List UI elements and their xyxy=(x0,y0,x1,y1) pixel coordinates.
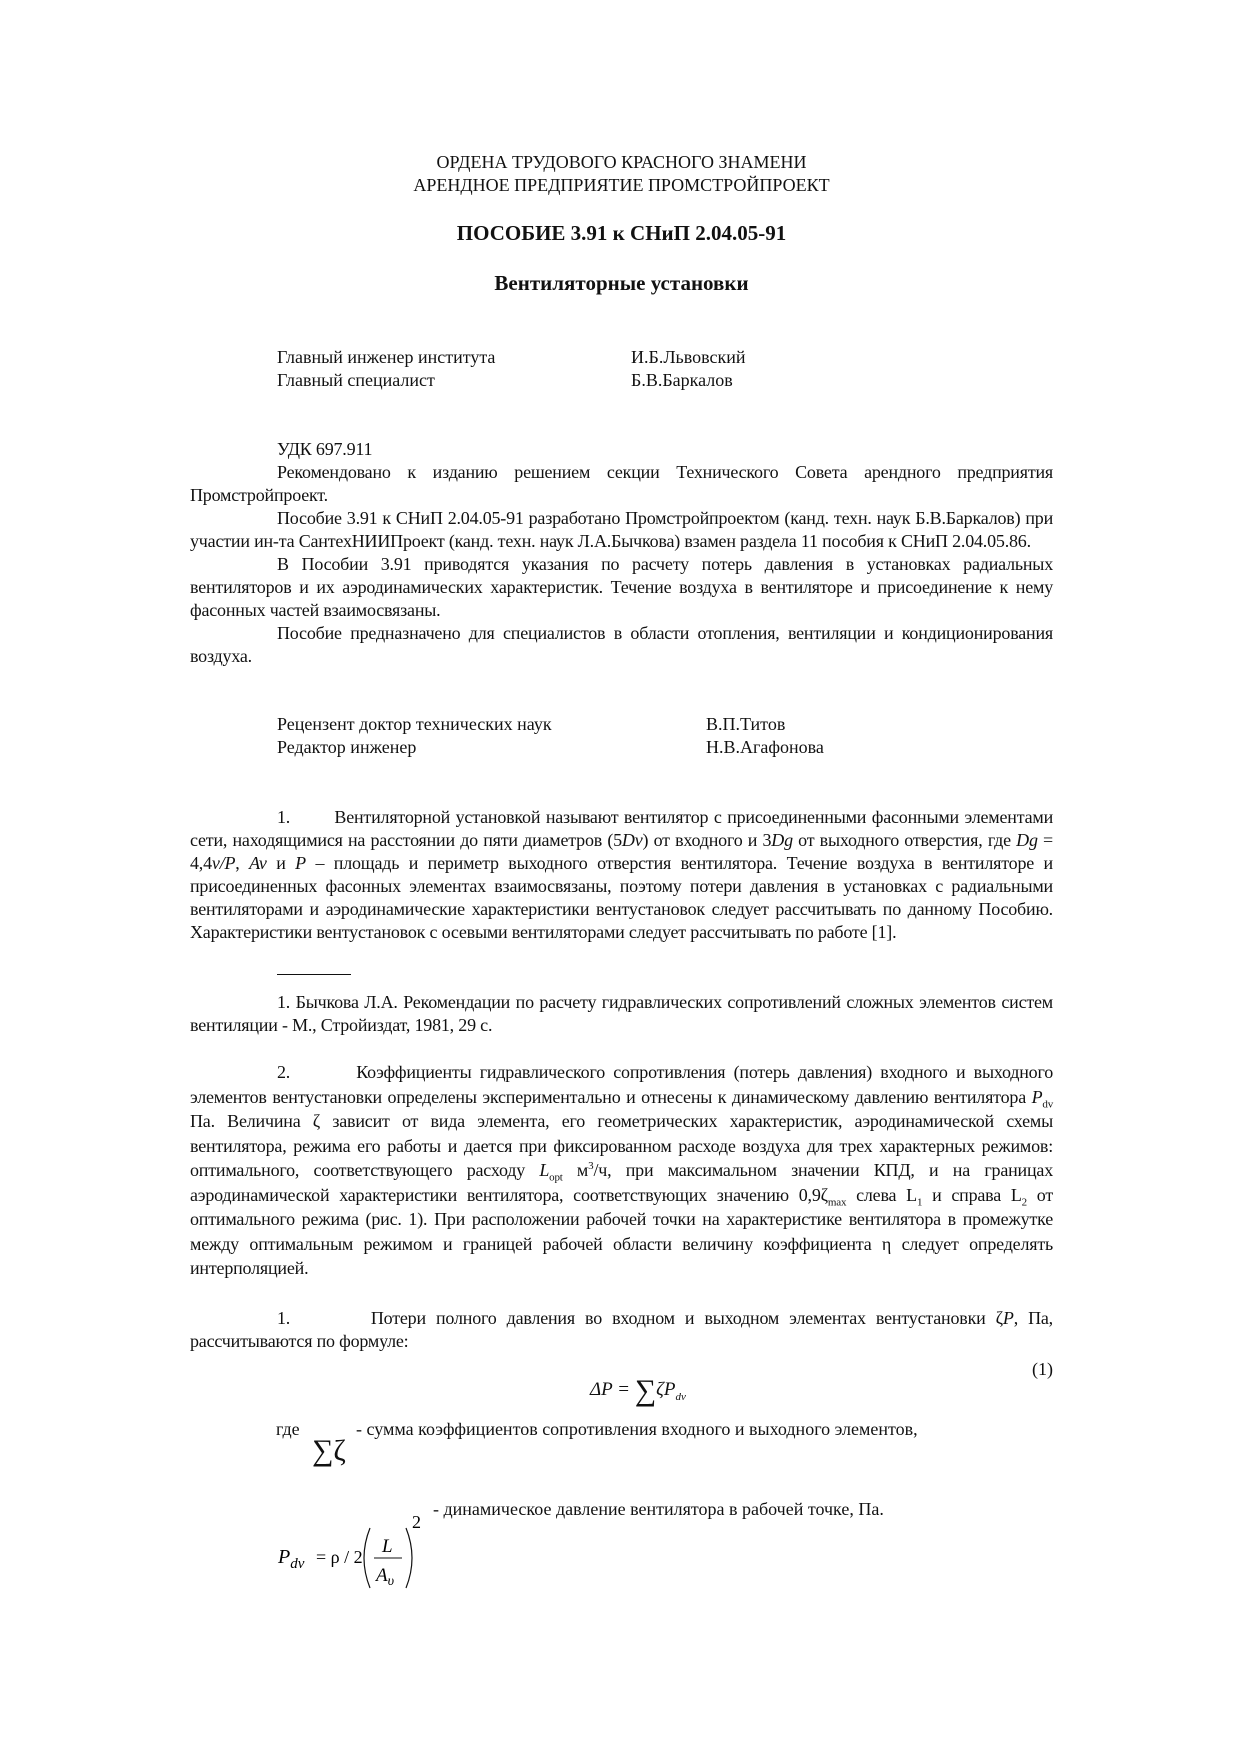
pdv-eq: = ρ / 2 xyxy=(316,1547,363,1567)
reviewer-role: Рецензент доктор технических наук xyxy=(277,714,552,734)
subscript-text: opt xyxy=(549,1171,563,1184)
intro-paragraph xyxy=(190,461,1053,507)
paragraph-text: = 4,4 xyxy=(190,830,1053,873)
item-1-paragraph xyxy=(190,1307,1053,1353)
paragraph-text: /ч, при максимальном значении КПД, и на границах аэродинамической характеристики вентилятора, соответствующих значению 0,9ζ xyxy=(190,1160,1053,1205)
organization-header xyxy=(190,151,1053,197)
paragraph-text: слева L xyxy=(846,1184,917,1205)
subscript-text: dv xyxy=(1042,1098,1053,1111)
formula-rhs-sub: dv xyxy=(675,1390,686,1403)
author-role: Главный инженер института xyxy=(277,347,496,367)
formula-rhs: ζP xyxy=(656,1379,676,1400)
formula-lhs: ΔP = xyxy=(590,1379,630,1400)
section-2-paragraph xyxy=(190,1060,1053,1281)
subscript-text: max xyxy=(827,1196,847,1209)
formula-delta-p xyxy=(590,1374,686,1407)
footnote-divider xyxy=(277,974,351,975)
author-name: И.Б.Львовский xyxy=(631,347,746,367)
paragraph-text: ) от входного и 3 xyxy=(642,830,772,850)
document-title: ПОСОБИЕ 3.91 к СНиП 2.04.05-91 xyxy=(456,221,787,245)
italic-symbol: Dg xyxy=(771,830,793,850)
paragraph-text: В Пособии 3.91 приводятся указания по расчету потерь давления в установках радиальных вентиляторов и их аэродинамических характеристик. Течение воздуха в вентиляторе и присоединение к нему фасонных частей взаимосвязаны. xyxy=(190,554,1053,620)
formula-pdv xyxy=(278,1512,438,1604)
paragraph-text: УДК 697.911 xyxy=(277,439,373,459)
italic-symbol: L xyxy=(539,1160,550,1180)
subscript-text: 1 xyxy=(916,1196,923,1209)
intro-paragraph xyxy=(190,507,1053,553)
right-paren xyxy=(406,1528,412,1588)
pdv-denominator: $A_\upsilon$ xyxy=(376,1565,395,1589)
intro-block xyxy=(190,438,1053,668)
dynamic-pressure-description: - динамическое давление вентилятора в рабочей точке, Па. xyxy=(433,1499,884,1519)
pdv-exponent: 2 xyxy=(412,1512,421,1532)
paragraph-text: 1. Потери полного давления во входном и выходном элементах вентустановки ζ xyxy=(277,1308,1003,1328)
udk-code xyxy=(190,438,1053,461)
italic-symbol: P xyxy=(1031,1086,1043,1107)
header-line-1: ОРДЕНА ТРУДОВОГО КРАСНОГО ЗНАМЕНИ xyxy=(436,152,807,172)
paragraph-text: от оптимального режима (рис. 1). При расположении рабочей точки на характеристике вентилятора в промежутке между оптимальным режимом и границей рабочей области величину коэффициента η следует определять интерполяцией. xyxy=(190,1184,1054,1278)
paragraph-text: , Па, рассчитываются по формуле: xyxy=(190,1308,1053,1351)
intro-paragraph xyxy=(190,622,1053,668)
equation-number: (1) xyxy=(1032,1359,1053,1379)
paragraph-text: Рекомендовано к изданию решением секции Технического Совета арендного предприятия Промстройпроект. xyxy=(190,462,1053,505)
italic-symbol: v/P xyxy=(211,853,236,873)
left-paren xyxy=(364,1528,370,1588)
paragraph-text: м xyxy=(562,1160,589,1180)
paragraph-text: Пособие 3.91 к СНиП 2.04.05-91 разработано Промстройпроектом (канд. техн. наук Б.В.Баркалов) при участии ин-та СантехНИИПроект (канд. техн. наук Л.А.Бычкова) взамен раздела 11 пособия к СНиП 2.04.05.86. xyxy=(190,508,1053,551)
reviewer-role: Редактор инженер xyxy=(277,737,417,757)
reviewer-name: В.П.Титов xyxy=(706,714,786,734)
supscript-text: 3 xyxy=(588,1160,594,1172)
subscript-text: 2 xyxy=(1021,1196,1027,1209)
paragraph-text: от выходного отверстия, где xyxy=(792,830,1017,850)
italic-symbol: P xyxy=(1002,1308,1014,1328)
italic-symbol: Dg xyxy=(1016,830,1038,850)
author-name: Б.В.Баркалов xyxy=(631,370,733,390)
paragraph-text: и справа L xyxy=(922,1184,1022,1205)
sigma-symbol: ∑ xyxy=(634,1374,657,1407)
paragraph-text: 1. Вентиляторной установкой называют вентилятор с присоединенными фасонными элементами сети, находящимися на расстоянии до пяти диаметров (5 xyxy=(190,807,1053,850)
pdv-formula-graphic xyxy=(278,1512,438,1598)
where-label: где xyxy=(276,1419,300,1439)
pdv-numerator: L xyxy=(382,1536,393,1557)
pdv-lhs: $P_{dv}$ xyxy=(278,1546,305,1572)
footnote: 1. Бычкова Л.А. Рекомендации по расчету гидравлических сопротивлений сложных элементов систем вентиляции - М., Стройиздат, 1981, 29 с. xyxy=(190,992,1053,1035)
reviewer-name: Н.В.Агафонова xyxy=(706,737,824,757)
sum-zeta-symbol xyxy=(312,1434,346,1467)
paragraph-text: Па. Величина ζ зависит от вида элемента, его геометрических характеристик, аэродинамической схемы вентилятора, режима его работы и дается при фиксированном расходе воздуха для трех характерных режимов: оптимального, соответствующего расходу xyxy=(190,1111,1053,1180)
author-role: Главный специалист xyxy=(277,370,435,390)
document-subtitle: Вентиляторные установки xyxy=(494,271,749,295)
paragraph-text: – площадь и периметр выходного отверстия вентилятора. Течение воздуха в вентиляторе и присоединенных фасонных элементах взаимосвязаны, поэтому потери давления в установках с радиальными вентиляторами и аэродинамические характеристики вентустановок следует рассчитывать по данному Пособию. Характеристики вентустановок с осевыми вентиляторами следует рассчитывать по работе [1]. xyxy=(190,853,1053,942)
italic-symbol: Dv xyxy=(621,830,643,850)
paragraph-text: 2. Коэффициенты гидравлического сопротивления (потерь давления) входного и выходного элементов вентустановки определены экспериментально и отнесены к динамическому давлению вентилятора xyxy=(190,1062,1053,1107)
section-1-paragraph xyxy=(190,806,1053,944)
italic-symbol: P xyxy=(295,853,306,873)
header-line-2: АРЕНДНОЕ ПРЕДПРИЯТИЕ ПРОМСТРОЙПРОЕКТ xyxy=(413,175,830,195)
intro-paragraph xyxy=(190,553,1053,622)
paragraph-text: , xyxy=(235,853,250,873)
paragraph-text: и xyxy=(266,853,296,873)
sum-description: - сумма коэффициентов сопротивления входного и выходного элементов, xyxy=(356,1419,918,1439)
italic-symbol: Av xyxy=(249,853,267,873)
paragraph-text: Пособие предназначено для специалистов в области отопления, вентиляции и кондиционирования воздуха. xyxy=(190,623,1053,666)
sigma-symbol: ∑ζ xyxy=(312,1434,346,1467)
